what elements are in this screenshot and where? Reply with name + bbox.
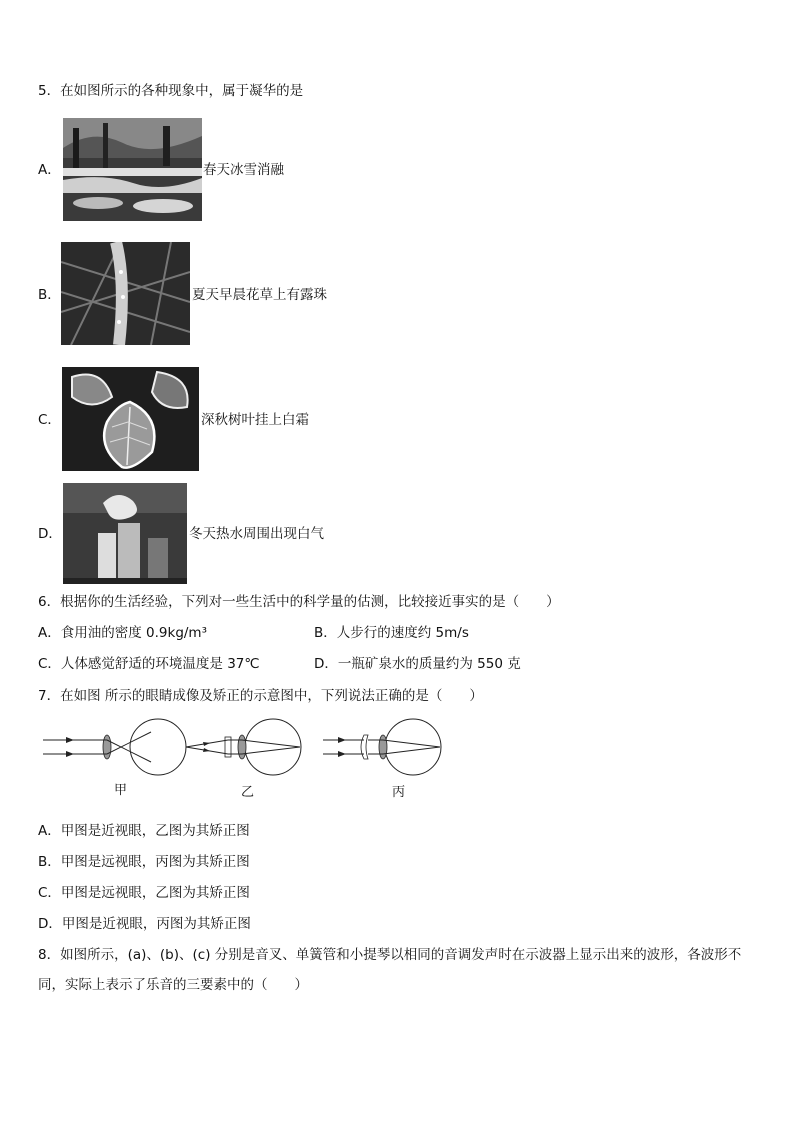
q5-option-c-letter: C． (38, 412, 61, 428)
q6-option-d: D．一瓶矿泉水的质量约为 550 克 (314, 656, 521, 672)
q7-option-a: A．甲图是近视眼，乙图为其矫正图 (38, 823, 250, 839)
q6-stem: 6．根据你的生活经验，下列对一些生活中的科学量的估测，比较接近事实的是（ ） (38, 594, 560, 610)
q7-stem: 7．在如图 所示的眼睛成像及矫正的示意图中，下列说法正确的是（ ） (38, 688, 483, 704)
melting-snow-photo-icon (63, 118, 202, 221)
q5-option-b-text: 夏天早晨花草上有露珠 (192, 287, 327, 303)
q7-option-d: D．甲图是近视眼，丙图为其矫正图 (38, 916, 251, 932)
eye-diagram-label-jia: 甲 (114, 783, 128, 798)
q7-option-c: C．甲图是远视眼，乙图为其矫正图 (38, 885, 250, 901)
q6-option-b: B．人步行的速度约 5m/s (314, 625, 469, 641)
q6-option-a: A．食用油的密度 0.9kg/m³ (38, 625, 207, 641)
eye-diagram-jia (43, 719, 186, 775)
eye-diagrams (38, 715, 448, 787)
dew-on-grass-photo-icon (61, 242, 190, 345)
q5-option-a-text: 春天冰雪消融 (203, 162, 284, 178)
q5-stem: 5．在如图所示的各种现象中，属于凝华的是 (38, 83, 304, 99)
q7-option-b: B．甲图是远视眼，丙图为其矫正图 (38, 854, 250, 870)
q5-option-d-letter: D． (38, 526, 62, 542)
q5-option-d-text: 冬天热水周围出现白气 (189, 526, 324, 542)
q8-stem: 8．如图所示，(a)、(b)、(c) 分别是音叉、单簧管和小提琴以相同的音调发声时在示波器上显示出来的波形，各波形不同，实际上表示了乐音的三要素中的（ ） (38, 947, 742, 993)
eye-diagram-bing (323, 719, 441, 775)
q5-option-a-letter: A． (38, 162, 61, 178)
q6-option-c: C．人体感觉舒适的环境温度是 37℃ (38, 656, 260, 672)
q5-option-b-letter: B． (38, 287, 61, 303)
q5-option-c-text: 深秋树叶挂上白霜 (201, 412, 309, 428)
eye-diagram-yi (186, 719, 301, 775)
eye-diagram-label-bing: 丙 (392, 785, 406, 800)
frost-on-leaves-photo-icon (62, 367, 199, 471)
steam-from-hot-water-photo-icon (63, 483, 187, 584)
eye-diagram-label-yi: 乙 (241, 785, 255, 800)
